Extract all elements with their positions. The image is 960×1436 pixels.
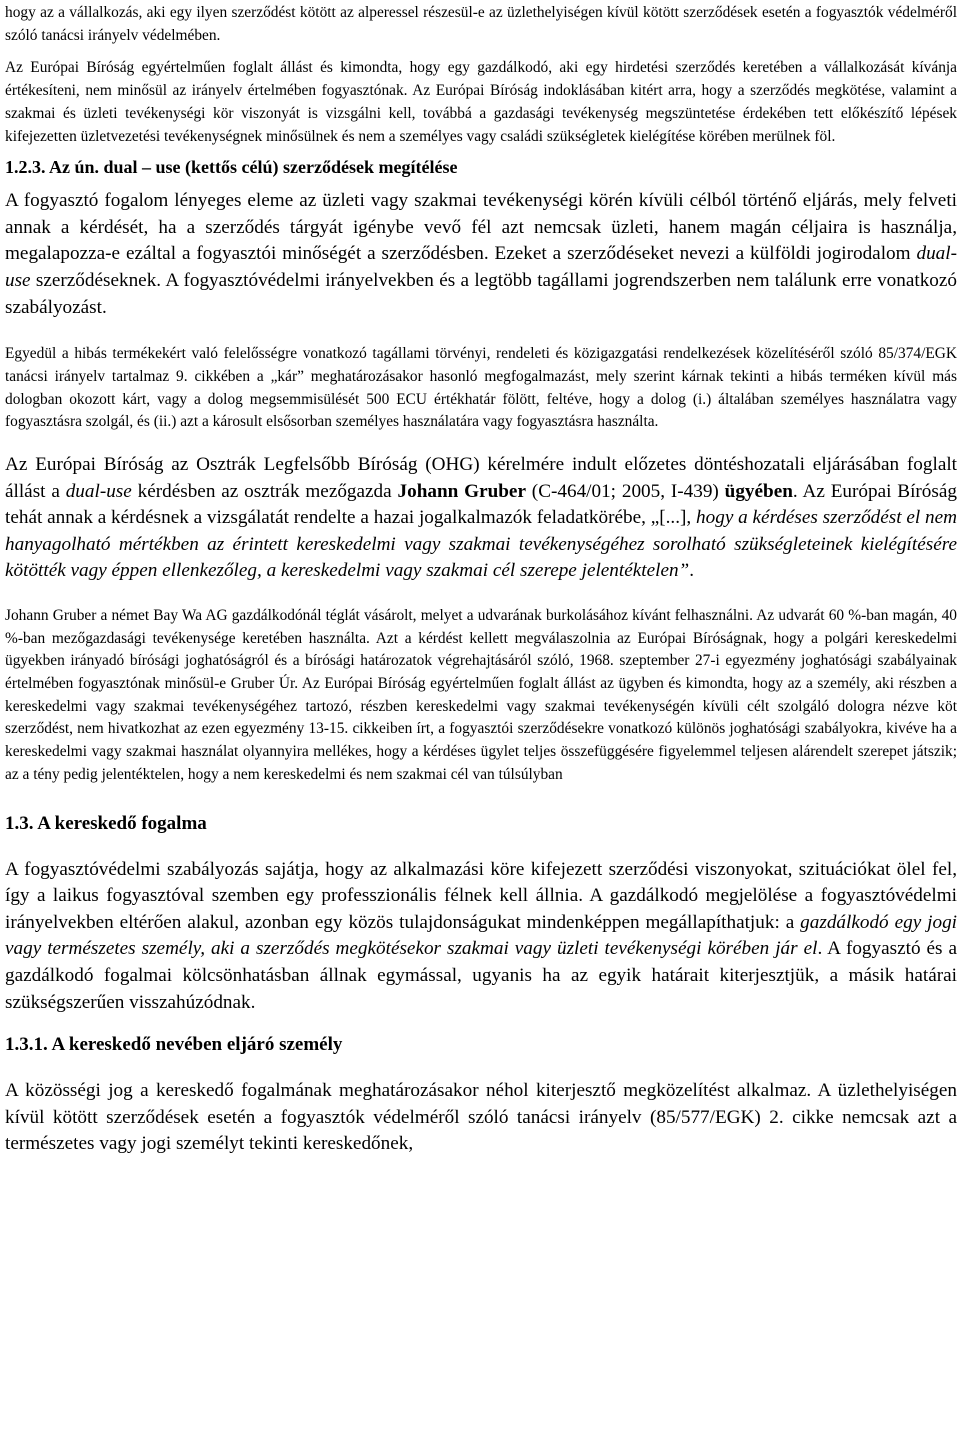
paragraph-merchant-definition: A fogyasztóvédelmi szabályozás sajátja, hogy az alkalmazási köre kifejezett szerződési viszonyokat, szituációkat ölel fel, így a laikus fogyasztóval szemben egy professzionális félnek kell állnia. A gazdálkodó megjelölése a fogyasztóvédelmi irányelvekben eltérően alakul, azonban egy közös tulajdonságukat mindenképpen megállapíthatjuk: a gazdálkodó egy jogi vagy természetes személy, aki a szerződés megkötésekor szakmai vagy üzleti tevékenységi körében jár el. A fogyasztó és a gazdálkodó fogalmai kölcsönhatásban állnak egymással, ugyanis ha az egyik határait kiterjesztjük, a másik határai szükségszerűen visszahúzódnak. xyxy=(5,858,957,1013)
paragraph-product-liability-directive: Egyedül a hibás termékekért való felelősségre vonatkozó tagállami törvényi, rendeleti és közigazgatási rendelkezések közelítéséről szóló 85/374/EGK tanácsi irányelv tartalmaz 9. cikkében a „kár” meghatározásakor hasonló megfogalmazást, mely szerint kárnak tekinti a hibás terméken kívül más dologban okozott kárt, vagy a dolog megsemmisülését 500 ECU értékhatár fölött, feltéve, hogy a dolog (i.) általában személyes használatra vagy fogyasztásra szolgál, és (ii.) azt a károsult elsősorban személyes használatára vagy fogyasztásra használta. xyxy=(5,345,957,431)
paragraph-dual-use-definition: A fogyasztó fogalom lényeges eleme az üzleti vagy szakmai tevékenységi körén kívüli célból történő eljárás, mely felveti annak a kérdését, ha a szerződés tárgyát igénybe vevő fél azt nemcsak üzleti, hanem magán céljaira is használja, megalapozza-e ezáltal a fogyasztói minőségét a szerződésben. Ezeket a szerződéseket nevezi a külföldi jogirodalom dual-use szerződéseknek. A fogyasztóvédelmi irányelvekben és a legtöbb tagállami jogrendszerben nem találunk erre vonatkozó szabályozást. xyxy=(5,190,957,318)
section-heading-dual-use: 1.2.3. Az ún. dual – use (kettős célú) szerződések megítélése xyxy=(5,157,458,178)
paragraph-gruber-case: Az Európai Bíróság az Osztrák Legfelsőbb Bíróság (OHG) kérelmére indult előzetes döntéshozatali eljárásában foglalt állást a dual-use kérdésben az osztrák mezőgazda Johann Gruber (C-464/01; 2005, I-439) ügyében. Az Európai Bíróság tehát annak a kérdésnek a vizsgálatát rendelte a hazai jogalkalmazók feladatkörébe, „[...], hogy a kérdéses szerződést el nem hanyagolható mértékben az érintett kereskedelmi vagy szakmai tevékenységéhez sorolható szükségleteinek kielégítésére kötötték vagy éppen ellenkezőleg, a kereskedelmi vagy szakmai cél szerepe jelentéktelen”. xyxy=(5,454,957,582)
section-heading-merchant-representative: 1.3.1. A kereskedő nevében eljáró személy xyxy=(5,1034,343,1056)
section-heading-merchant-concept: 1.3. A kereskedő fogalma xyxy=(5,812,207,834)
merchant-definition-italic: gazdálkodó egy jogi vagy természetes személy, aki a szerződés megkötésekor szakmai vagy üzleti tevékenységi körében jár el xyxy=(5,911,957,960)
paragraph-gruber-facts: Johann Gruber a német Bay Wa AG gazdálkodónál téglát vásárolt, melyet a udvarának burkolásához kívánt felhasználni. Az udvarát 60 %-ban magán, 40 %-ban mezőgazdasági tevékenysége keretében használta. Azt a kérdést kellett megválaszolnia az Európai Bíróságnak, hogy a polgári kereskedelmi ügyekben irányadó bírósági joghatóságról és a bírósági határozatok végrehajtásáról szóló, 1968. szeptember 27-i egyezmény joghatósági szabályainak értelmében fogyasztónak minősül-e Gruber Úr. Az Európai Bíróság egyértelműen foglalt állást az ügyben és kimondta, hogy az a személy, aki részben a kereskedelmi vagy szakmai tevékenységéhez tartozó, részben kereskedelmi vagy szakmai tevékenységén kívüli célt szolgáló dologra nézve köt szerződést, nem hivatkozhat az ezen egyezmény 13-15. cikkeiben írt, a fogyasztói szerződésekre vonatkozó különös joghatósági szabályokra, kivéve ha a kereskedelmi vagy szakmai használat olyannyira mellékes, hogy a kérdéses ügylet teljes összefüggésére figyelemmel teljesen alárendelt szerepet játszik; az a tény pedig jelentéktelen, hogy a nem kereskedelmi és nem szakmai cél van túlsúlyban xyxy=(5,606,957,783)
dual-use-term: dual-use xyxy=(5,243,957,291)
paragraph-intro-continuation: hogy az a vállalkozás, aki egy ilyen szerződést kötött az alperessel részesül-e az üzlethelyiségen kívül kötött szerződések esetén a fogyasztók védelméről szóló tanácsi irányelv védelmében. xyxy=(5,4,957,44)
court-quote: hogy a kérdéses szerződést el nem hanyagolható mértékben az érintett kereskedelmi vagy szakmai tevékenységéhez sorolható szükségleteinek kielégítésére kötötték vagy éppen ellenkezőleg, a kereskedelmi vagy szakmai cél szerepe jelentéktelen” xyxy=(5,507,957,582)
paragraph-community-law-merchant: A közösségi jog a kereskedő fogalmának meghatározásakor néhol kiterjesztő megközelítést alkalmaz. A üzlethelyiségen kívül kötött szerződések esetén a fogyasztók védelméről szóló tanácsi irányelv (85/577/EGK) 2. cikke nemcsak azt a természetes vagy jogi személyt tekinti kereskedőnek, xyxy=(5,1080,957,1155)
paragraph-advertising-contract-ruling: Az Európai Bíróság egyértelműen foglalt állást és kimondta, hogy egy gazdálkodó, aki egy hirdetési szerződés keretében a vállalkozását kívánja értékesíteni, nem minősül az irányelv értelmében fogyasztónak. Az Európai Bíróság indoklásában kitért arra, hogy a szerződés megkötése, valamint a szakmai és üzleti tevékenységi kör viszonyát is vizsgálni kell, továbbá a gazdasági tevékenység megszüntetése érdekében tett előkészítő lépések kifejezetten üzletvezetési tevékenységnek minősülnek és nem a személyes vagy családi szükségletek kielégítése körében merülnek föl. xyxy=(5,59,957,145)
case-party-name: Johann Gruber xyxy=(397,480,526,502)
